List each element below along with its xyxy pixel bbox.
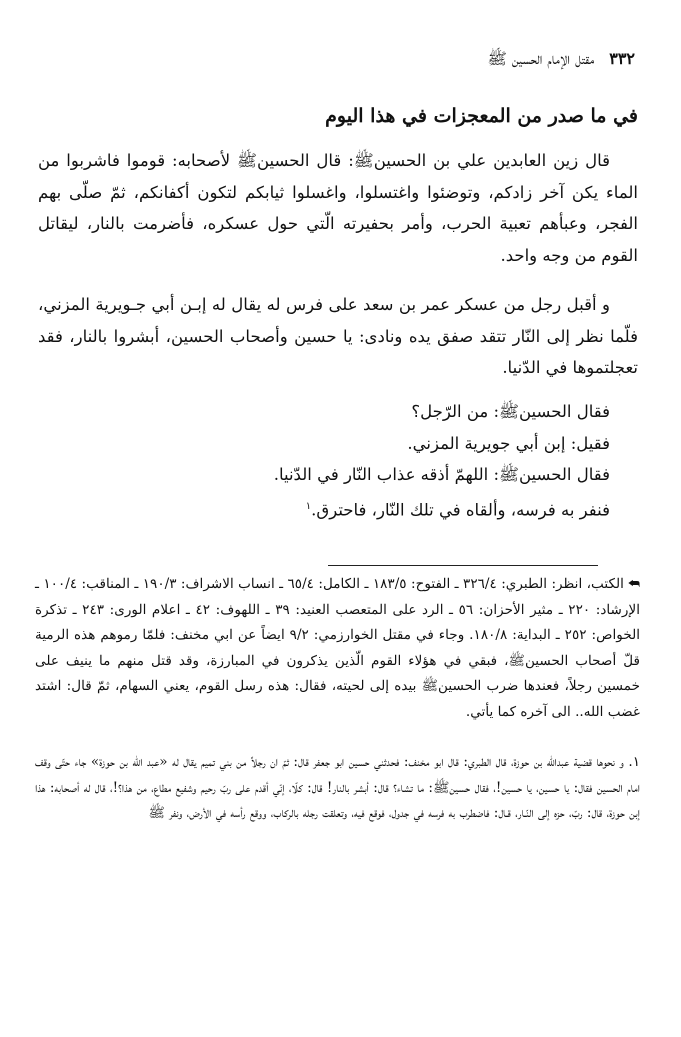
footnote-divider	[328, 565, 598, 566]
footnote-text: ⮪الكتب، انظر: الطبري: ٣٢٦/٤ ـ الفتوح: ١٨٣/٥ ـ الكامل: ٦٥/٤ ـ انساب الاشراف: ١٩٠/٣ ـ المناقب: ١٠٠/٤ ـ الإرشاد: ٢٢٠ ـ مثير الأحزان: ٥٦ ـ الرد على المتعصب العنيد: ٣٩ ـ اللهوف: ٤٢ ـ اعلام الورى: ٢٤٣ ـ تذكرة الخواص: ٢٥٢ ـ البداية: ١٨٠/٨. وجاء في مقتل الخوارزمي: ٩/٢ ايضاً عن ابي مخنف: فلمّا رموهم هذه الرمية قلّ أصحاب الحسينﷺ، فبقي في هؤلاء القوم الّذين يذكرون في المبارزة، وقد قتل منهم ما ينيف على خمسين رجلاً، فعندها ضرب الحسينﷺ بيده إلى لحيته، فقال: هذه رسل القوم، يعني السهام، ثمّ قال: اشتد غضب الله.. الى آخره كما يأتي.	[35, 572, 640, 726]
dialogue-line: فقال الحسينﷺ: من الرّجل؟	[411, 402, 610, 421]
footnote-continuation	[35, 572, 640, 726]
section-title: في ما صدر من المعجزات في هذا اليوم	[325, 105, 638, 127]
dialogue-lines	[38, 396, 638, 526]
dialogue-line	[38, 491, 638, 526]
dialogue-line: فقيل: إبن أبي جويرية المزني.	[407, 433, 610, 453]
closing-sentence: فنفر به فرسه، وألقاه في تلك النّار، فاحترق.	[311, 500, 610, 520]
footnote-1	[35, 750, 640, 827]
main-body-2	[38, 289, 638, 384]
body-paragraph: و أقبل رجل من عسكر عمر بن سعد على فرس له يقال له إبـن أبي جـويرية المزني، فلّما نظر إلى النّار تتقد صفق يده ونادى: يا حسين وأصحاب الحسين، أبشروا بالنار، فقد تعجلتموها في الدّنيا.	[38, 295, 638, 378]
continuation-arrow-icon: ⮪	[627, 577, 640, 592]
running-title: مقتل الإمام الحسين ﷺ	[487, 49, 595, 68]
main-body	[38, 145, 638, 271]
body-paragraph: قال زين العابدين علي بن الحسينﷺ: قال الحسينﷺ لأصحابه: قوموا فاشربوا من الماء يكن آخر زادكم، وتوضئوا واغتسلوا، واغسلوا ثيابكم لتكون أكفانكم، ثمّ صلّى بهم الفجر، وعبأهم تعبية الحرب، وأمر بحفيرته الّتي حول عسكره، فأضرمت بالنار، ليقاتل القوم من وجه واحد.	[38, 151, 638, 265]
dialogue-line: فقال الحسينﷺ: اللهمّ أذقه عذاب النّار في الدّنيا.	[273, 465, 610, 485]
footnote-text: ١. و نحوها قضية عبدالله بن حوزة، قال الطبري: قال ابو مخنف: فحدثني حسين ابو جعفر قال: ثمّ ان رجلاً من بني تميم يقال له «عبد الله بن حوزة» جاء حتّى وقف امام الحسين فقال: يا حسين، يا حسين!، فقال حسينﷺ: ما تشاء؟ قال: أبشر بالنار! قال: كلّا، إنّي أقدم على ربّ رحيم وشفيع مطاع، من هذا؟!، قال له أصحابه: هذا إبن حوزة، قال: ربّ، حزه إلى النّـار، قـال: فاضطرب به فرسه في جدول، فوقع فيه، وتعلقت رجله بالركاب، ووقع رأسه في الأرض، ونفر ﷺ	[35, 754, 640, 822]
page-header	[75, 44, 635, 74]
footnote-ref: ١	[305, 500, 312, 512]
page-number: ٣٣٢	[609, 49, 635, 68]
